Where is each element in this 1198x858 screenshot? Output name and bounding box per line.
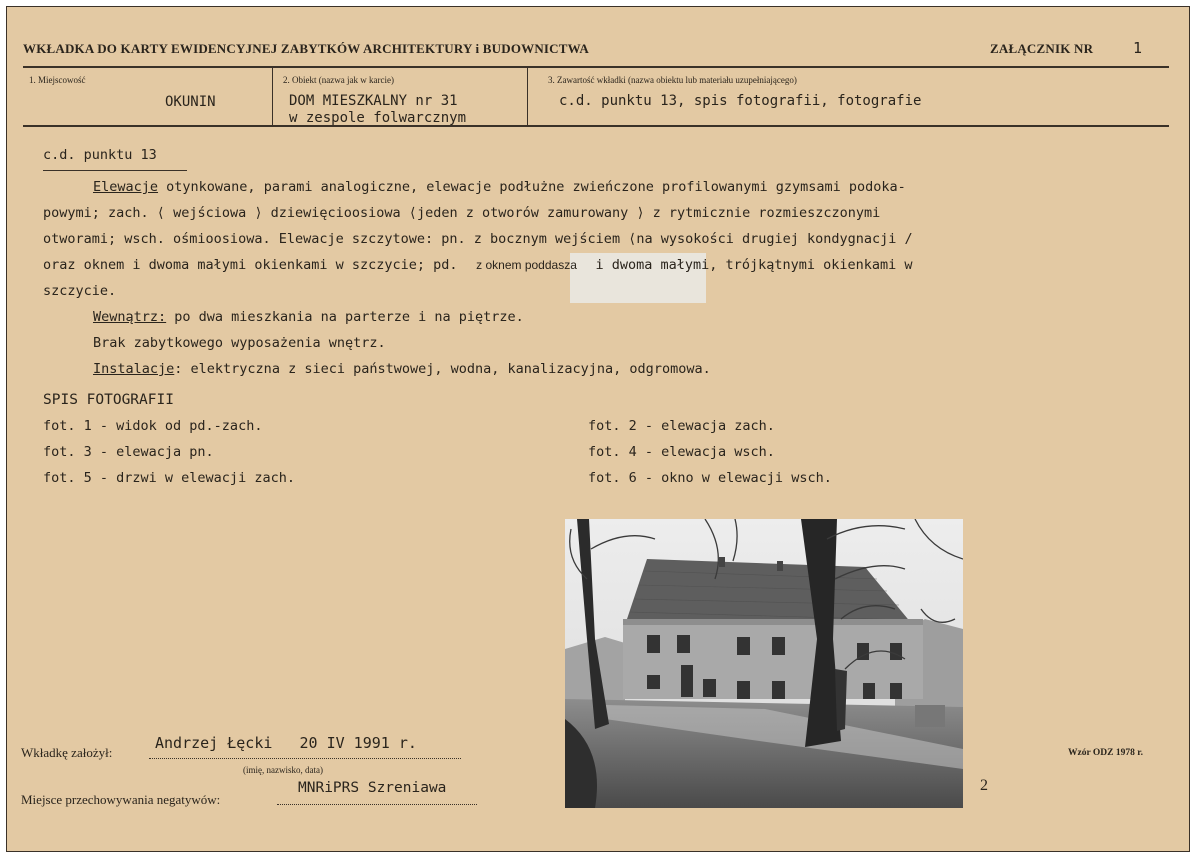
- object-value-line1: DOM MIESZKALNY nr 31: [289, 93, 458, 109]
- elevations-line-1: [43, 179, 906, 195]
- header-rule-bottom: [23, 125, 1169, 127]
- header-rule-top: [23, 66, 1169, 68]
- created-by-rule: [149, 758, 461, 759]
- field-divider-2: [527, 67, 528, 125]
- storage-label: Miejsce przechowywania negatywów:: [21, 792, 221, 807]
- photo-list-item: fot. 6 - okno w elewacji wsch.: [588, 470, 832, 486]
- handwritten-correction: z oknem poddasza: [476, 258, 577, 272]
- photo-list-item: fot. 3 - elewacja pn.: [43, 444, 214, 460]
- storage-rule: [277, 804, 477, 805]
- photo-list-heading: SPIS FOTOGRAFII: [43, 392, 174, 408]
- elevations-line-5: szczycie.: [43, 283, 117, 299]
- attachment-number: 1: [1133, 39, 1143, 57]
- bracket-open-icon: ⟨: [408, 205, 417, 221]
- page-number: 2: [980, 777, 988, 794]
- content-label: 3. Zawartość wkładki (nazwa obiektu lub materiału uzupełniającego): [548, 75, 797, 85]
- object-value-line2: w zespole folwarcznym: [289, 110, 467, 126]
- interior-line: Wewnątrz: po dwa mieszkania na parterze i na piętrze.: [93, 309, 524, 325]
- elevations-line-4: oraz oknem i dwoma małymi okienkami w szczycie; pd. z oknem poddasza i dwoma małymi, trójkątnymi okienkami w: [43, 257, 913, 273]
- place-value: OKUNIN: [165, 94, 216, 110]
- photo-list-item: fot. 4 - elewacja wsch.: [588, 444, 775, 460]
- elevations-line-2: powymi; zach. ⟨ wejściowa ⟩ dziewięcioosiowa ⟨jeden z otworów zamurowany ⟩ z rytmicznie rozmieszczonymi: [43, 205, 881, 221]
- section-heading-rule: [43, 170, 187, 171]
- elevations-text-1: otynkowane, parami analogiczne, elewacje podłużne zwieńczone profilowanymi gzymsami podoka-: [158, 179, 906, 195]
- bracket-close-icon: ⟩: [636, 205, 645, 221]
- photo-list-item: fot. 1 - widok od pd.-zach.: [43, 418, 263, 434]
- form-version: Wzór ODZ 1978 r.: [1068, 748, 1143, 758]
- section-heading: c.d. punktu 13: [43, 147, 157, 163]
- created-by-label: Wkładkę założył:: [21, 745, 113, 760]
- interior-label: Wewnątrz:: [93, 309, 167, 325]
- created-by-value: Andrzej Łęcki 20 IV 1991 r.: [155, 734, 417, 752]
- installations-label: Instalacje: [93, 361, 175, 377]
- photo-list-item: fot. 2 - elewacja zach.: [588, 418, 775, 434]
- interior-line-2: Brak zabytkowego wyposażenia wnętrz.: [93, 335, 386, 351]
- photo-list-item: fot. 5 - drzwi w elewacji zach.: [43, 470, 295, 486]
- created-by-hint: (imię, nazwisko, data): [243, 765, 323, 775]
- field-divider-1: [272, 67, 273, 125]
- installations-line: Instalacje: elektryczna z sieci państwowej, wodna, kanalizacyjna, odgromowa.: [93, 361, 711, 377]
- bracket-open-icon: ⟨: [628, 231, 637, 247]
- bracket-open-icon: ⟨: [156, 205, 165, 221]
- bracket-close-icon: ⟩: [254, 205, 263, 221]
- storage-value: MNRiPRS Szreniawa: [298, 780, 447, 796]
- building-photograph: [565, 519, 963, 808]
- elevations-line-3: otworami; wsch. ośmioosiowa. Elewacje szczytowe: pn. z bocznym wejściem ⟨na wysokości drugiej kondygnacji /: [43, 231, 913, 247]
- elevations-label: Elewacje: [93, 179, 159, 195]
- object-label: 2. Obiekt (nazwa jak w karcie): [283, 75, 394, 85]
- content-value: c.d. punktu 13, spis fotografii, fotografie: [559, 93, 922, 109]
- attachment-label: ZAŁĄCZNIK NR: [990, 41, 1094, 56]
- place-label: 1. Miejscowość: [29, 75, 86, 85]
- form-title: WKŁADKA DO KARTY EWIDENCYJNEJ ZABYTKÓW ARCHITEKTURY i BUDOWNICTWA: [23, 41, 589, 56]
